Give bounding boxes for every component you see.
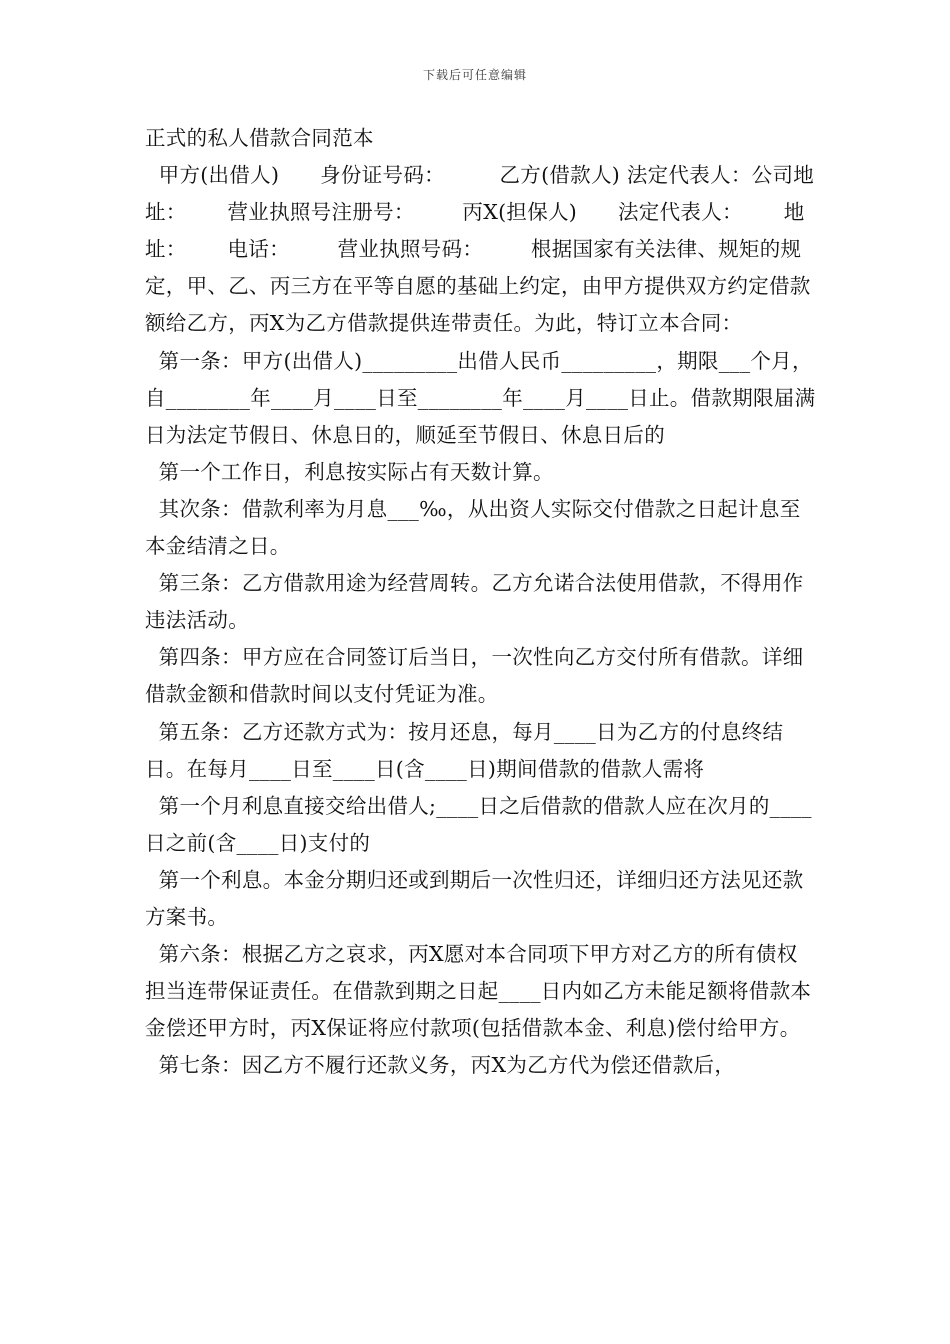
document-title: 正式的私人借款合同范本 (145, 126, 374, 150)
paragraph-article-6: 第六条：根据乙方之哀求，丙X愿对本合同项下甲方对乙方的所有债权担当连带保证责任。在借款到期之日起____日内如乙方未能足额将借款本金偿还甲方时，丙X保证将应付款项(包括借款本金、利息)偿付给甲方。 (145, 942, 812, 1041)
paragraph-article-5-cont-2: 第一个利息。本金分期归还或到期后一次性归还，详细归还方法见还款方案书。 (145, 867, 804, 929)
paragraph-article-2: 其次条：借款利率为月息___‰，从出资人实际交付借款之日起计息至本金结清之日。 (145, 496, 801, 559)
header-note: 下载后可任意编辑 (422, 68, 527, 82)
paragraph-parties: 甲方(出借人) 身份证号码： 乙方(借款人) 法定代表人：公司地址： 营业执照号注册号： 丙X(担保人) 法定代表人： 地址： 电话： 营业执照号码： 根据国家有关法律、规矩的规定，甲、乙、丙三方在平等自愿的基础上约定，由甲方提供双方约定借款额给乙方，丙X为乙方借款提供连带责任。为此，特订立本合同： (145, 163, 815, 336)
paragraph-article-3: 第三条：乙方借款用途为经营周转。乙方允诺合法使用借款，不得用作违法活动。 (145, 571, 804, 633)
paragraph-article-5-cont-1: 第一个月利息直接交给出借人;____日之后借款的借款人应在次月的____日之前(含____日)支付的 (145, 793, 812, 855)
paragraph-article-1: 第一条：甲方(出借人)_________出借人民币_________，期限___个月，自________年____月____日至________年____月____日止。借款期限届满日为法定节假日、休息日的，顺延至节假日、休息日后的 (145, 348, 816, 447)
document-body (145, 120, 817, 1084)
paragraph-article-5: 第五条：乙方还款方式为：按月还息，每月____日为乙方的付息终结日。在每月____日至____日(含____日)期间借款的借款人需将 (145, 719, 784, 781)
paragraph-article-4: 第四条：甲方应在合同签订后当日，一次性向乙方交付所有借款。详细借款金额和借款时间以支付凭证为准。 (145, 645, 804, 707)
paragraph-article-1-cont: 第一个工作日，利息按实际占有天数计算。 (145, 459, 554, 484)
paragraph-article-7: 第七条：因乙方不履行还款义务，丙X为乙方代为偿还借款后， (145, 1053, 736, 1078)
